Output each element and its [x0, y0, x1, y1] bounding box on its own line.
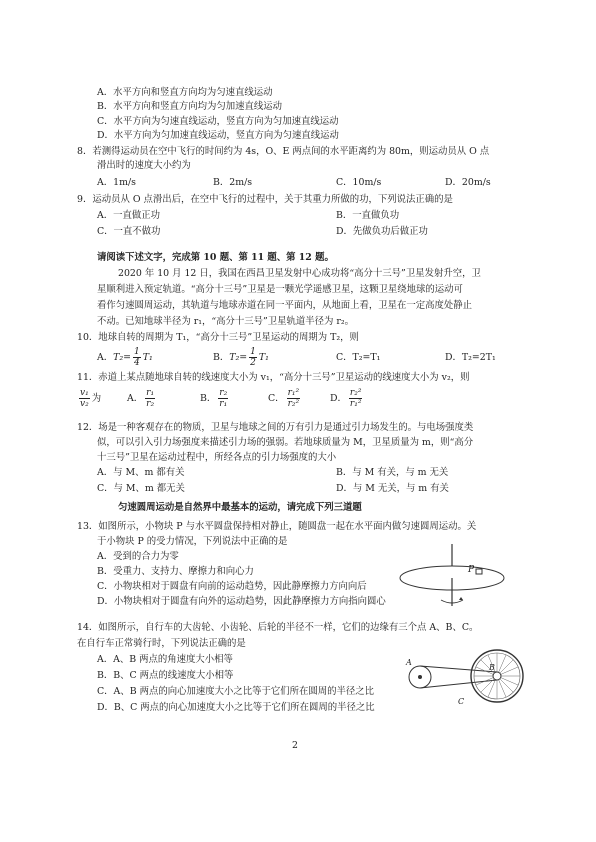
passage-line-2: 星顺利进入预定轨道。“高分十三号”卫星是一颗光学遥感卫星，这颗卫星绕地球的运动可: [97, 284, 463, 295]
q9-option-c: C．一直不做功: [97, 226, 161, 237]
q10-b-fraction: $\frac{1}{2}$: [250, 347, 256, 368]
q12-stem-line1: 12．场是一种客观存在的物质，卫星与地球之间的万有引力是通过引力场发生的。与电场强度类: [77, 422, 474, 433]
block-p: [476, 569, 482, 574]
q14-stem-line1: 14．如图所示，自行车的大齿轮、小齿轮、后轮的半径不一样，它们的边缘有三个点 A、B、C。: [77, 622, 479, 633]
passage-heading: 请阅读下述文字，完成第 10 题、第 11 题、第 12 题。: [97, 252, 334, 263]
rotation-arrow-head: [459, 597, 463, 600]
q13-option-c: C．小物块相对于圆盘有向前的运动趋势，因此静摩擦力方向向后: [97, 581, 367, 592]
q7-option-c: C．水平方向为匀速直线运动，竖直方向为匀加速直线运动: [97, 116, 339, 127]
q11-option-d: D． $\frac{\text{r₂²}}{\text{r₁²}}$: [330, 388, 362, 409]
q11-b-fraction: $\frac{\text{r₂}}{\text{r₁}}$: [219, 388, 228, 409]
q13-stem-line1: 13．如图所示，小物块 P 与水平圆盘保持相对静止，随圆盘一起在水平面内做匀速圆周运动。关: [77, 521, 477, 532]
q14-figure-label-a: A: [406, 658, 412, 667]
q9-option-b: B．一直做负功: [336, 210, 400, 221]
passage-line-4: 不动。已知地球半径为 r₁，“高分十三号”卫星轨道半径为 r₂。: [97, 316, 355, 327]
q11-ratio: $\frac{\text{v₁}}{\text{v₂}}$ 为: [80, 388, 102, 409]
q11-d-fraction: $\frac{\text{r₂²}}{\text{r₁²}}$: [349, 388, 362, 409]
q9-option-d: D．先做负功后做正功: [336, 226, 428, 237]
q13-option-d: D．小物块相对于圆盘有向外的运动趋势，因此静摩擦力方向指向圆心: [97, 596, 386, 607]
q14-stem-line2: 在自行车正常骑行时，下列说法正确的是: [77, 638, 246, 649]
q12-stem-line2: 似，可以引入引力场强度来描述引力场的强弱。若地球质量为 M，卫星质量为 m，则“高分: [97, 437, 474, 448]
q13-figure-label-p: P: [468, 565, 475, 575]
q11-a-fraction: $\frac{\text{r₁}}{\text{r₂}}$: [146, 388, 155, 409]
q10-stem: 10．地球自转的周期为 T₁，“高分十三号”卫星运动的周期为 T₂，则: [77, 332, 359, 343]
q10-option-c: C．T₂=T₁: [336, 352, 381, 363]
page-number: 2: [292, 740, 298, 751]
q14-option-d: D．B、C 两点的向心加速度大小之比等于它们所在圆周的半径之比: [97, 702, 375, 713]
q7-option-d: D．水平方向为匀加速直线运动，竖直方向为匀速直线运动: [97, 130, 339, 141]
q11-ratio-fraction: $\frac{\text{v₁}}{\text{v₂}}$: [80, 388, 89, 409]
q8-option-d: D．20m/s: [445, 177, 491, 188]
large-sprocket-hub: [418, 675, 422, 679]
q8-stem-line2: 滑出时的速度大小约为: [97, 160, 191, 171]
q14-figure-label-b: B: [489, 663, 495, 672]
q11-c-fraction: $\frac{\text{r₁²}}{\text{r₂²}}$: [287, 388, 300, 409]
q14-option-b: B．B、C 两点的线速度大小相等: [97, 670, 234, 681]
q9-stem: 9．运动员从 O 点滑出后，在空中飞行的过程中，关于其重力所做的功，下列说法正确的是: [77, 194, 453, 205]
q9-option-a: A．一直做正功: [97, 210, 161, 221]
q12-stem-line3: 十三号”卫星在运动过程中，所经各点的引力场强度的大小: [97, 452, 337, 463]
q12-option-b: B．与 M 有关，与 m 无关: [336, 467, 449, 478]
q8-stem-line1: 8．若测得运动员在空中飞行的时间约为 4s，O、E 两点间的水平距离约为 80m，则运动员从 O 点: [77, 146, 490, 157]
q10-a-fraction: $\frac{1}{4}$: [134, 347, 140, 368]
q8-option-c: C．10m/s: [336, 177, 382, 188]
q13-disc-figure: [395, 540, 510, 610]
q12-option-c: C．与 M、m 都无关: [97, 483, 185, 494]
q12-option-d: D．与 M 无关，与 m 有关: [336, 483, 449, 494]
q13-option-a: A．受到的合力为零: [97, 551, 179, 562]
q11-option-a: A． $\frac{\text{r₁}}{\text{r₂}}$: [127, 388, 155, 409]
q10-option-d: D．T₂=2T₁: [445, 352, 496, 363]
q13-stem-line2: 于小物块 P 的受力情况，下列说法中正确的是: [97, 536, 288, 547]
q11-option-b: B． $\frac{\text{r₂}}{\text{r₁}}$: [200, 388, 228, 409]
q14-option-a: A．A、B 两点的角速度大小相等: [97, 654, 233, 665]
q8-option-b: B．2m/s: [213, 177, 253, 188]
q12-option-a: A．与 M、m 都有关: [97, 467, 185, 478]
section2-heading: 匀速圆周运动是自然界中最基本的运动，请完成下列三道题: [118, 502, 362, 513]
q14-bicycle-figure: [396, 634, 528, 706]
q10-option-a: A．T₂= $\frac{1}{4}$ T₁: [97, 347, 153, 368]
q11-stem: 11．赤道上某点随地球自转的线速度大小为 v₁，“高分十三号”卫星运动的线速度大小为 v₂，则: [77, 372, 470, 383]
q10-option-b: B．T₂= $\frac{1}{2}$ T₁: [213, 347, 269, 368]
q14-figure-label-c: C: [458, 697, 465, 706]
passage-line-1: 2020 年 10 月 12 日，我国在西昌卫星发射中心成功将“高分十三号”卫星发射升空，卫: [118, 268, 481, 279]
q14-option-c: C．A、B 两点的向心加速度大小之比等于它们所在圆周的半径之比: [97, 686, 374, 697]
small-sprocket: [493, 672, 501, 680]
q8-option-a: A．1m/s: [97, 177, 136, 188]
passage-line-3: 看作匀速圆周运动，其轨道与地球赤道在同一平面内，从地面上看，卫星在一定高度处静止: [97, 300, 473, 311]
q11-option-c: C． $\frac{\text{r₁²}}{\text{r₂²}}$: [268, 388, 300, 409]
q7-option-a: A．水平方向和竖直方向均为匀速直线运动: [97, 87, 273, 98]
q13-option-b: B．受重力、支持力、摩擦力和向心力: [97, 566, 254, 577]
q7-option-b: B．水平方向和竖直方向均为匀加速直线运动: [97, 101, 283, 112]
